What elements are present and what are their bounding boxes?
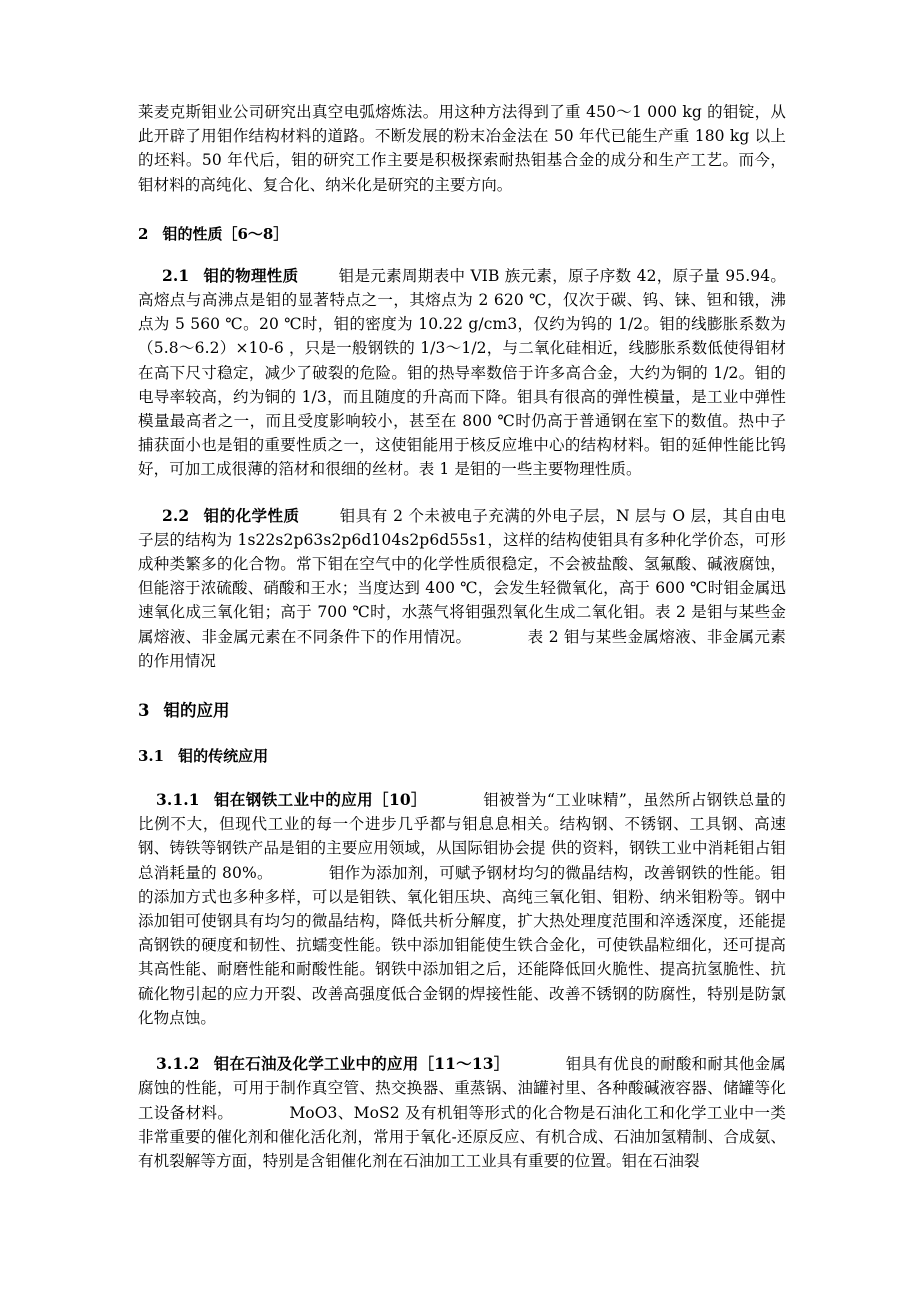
section-title: 钼的应用 — [163, 701, 230, 721]
section-number: 3 — [138, 701, 150, 721]
subsection-number: 2.2 — [162, 505, 190, 525]
section-3-1-heading — [138, 745, 786, 766]
subsection-body-a: 钼具有优良的耐酸和耐其他金属腐蚀的性能，可用于制作真空管、热交换器、重蒸锅、油罐衬里、各种酸碱液容器、储罐等化工设备材料。 — [138, 1055, 786, 1122]
section-title: 钼的性质［6～8］ — [162, 224, 289, 243]
subsection-number: 3.1.1 — [156, 790, 200, 810]
intro-paragraph: 莱麦克斯钼业公司研究出真空电弧熔炼法。用这种方法得到了重 450～1 000 kg 的钼锭，从此开辟了用钼作结构材料的道路。不断发展的粉末冶金法在 50 年代已能生产重 180 kg 以上的坯料。50 年代后，钼的研究工作主要是积极探索耐热钼基合金的成分和生产工艺。而今，钼材料的高纯化、复合化、纳米化是研究的主要方向。 — [138, 103, 786, 194]
subsection-body-b: 钼作为添加剂，可赋予钢材均匀的微晶结构，改善钢铁的性能。钼的添加方式也多种多样，可以是钼铁、氧化钼压块、高纯三氧化钼、钼粉、纳米钼粉等。钢中添加钼可使钢具有均匀的微晶结构，降低共析分解度，扩大热处理度范围和淬透深度，还能提高钢铁的硬度和韧性、抗蠕变性能。铁中添加钼能使生铁合金化，可使铁晶粒细化，还可提高其高性能、耐磨性能和耐酸性能。钢铁中添加钼之后，还能降低回火脆性、提高抗氢脆性、抗硫化物引起的应力开裂、改善高强度低合金钢的焊接性能、改善不锈钢的防腐性，特别是防氯化物点蚀。 — [138, 863, 786, 1027]
document-page — [138, 100, 786, 1173]
subsection-number: 3.1.2 — [156, 1054, 200, 1074]
table-caption: 表 2 钼与某些金属熔液、非金属元素的作用情况 — [138, 627, 786, 670]
section-2-2-paragraph — [138, 504, 786, 673]
section-title: 钼的传统应用 — [178, 747, 269, 766]
subsection-body: 钼具有 2 个未被电子充满的外电子层，N 层与 O 层，其自由电子层的结构为 1s22s2p63s2p6d104s2p6d55s1，这样的结构使钼具有多种化学价态，可形成种类繁多的化合物。常下钼在空气中的化学性质很稳定，不会被盐酸、氢氟酸、碱液腐蚀，但能溶于浓硫酸、硝酸和王水；当度达到 400 ℃，会发生轻微氧化，高于 600 ℃时钼金属迅速氧化成三氧化钼；高于 700 ℃时，水蒸气将钼强烈氧化生成二氧化钼。表 2 是钼与某些金属熔液、非金属元素在不同条件下的作用情况。 — [138, 506, 786, 646]
section-number: 2 — [138, 224, 149, 243]
subsection-title: 钼在石油及化学工业中的应用［11～13］ — [213, 1054, 510, 1074]
section-2-1-paragraph — [138, 264, 786, 482]
subsection-body: 钼是元素周期表中 VIB 族元素，原子序数 42，原子量 95.94。高熔点与高沸点是钼的显著特点之一，其熔点为 2 620 ℃，仅次于碳、钨、铼、钽和锇，沸点为 5 560 ℃。20 ℃时，钼的密度为 10.22 g/cm3，仅约为钨的 1/2。钼的线膨胀系数为（5.8～6.2）×10-6 ，只是一般钢铁的 1/3～1/2，与二氧化硅相近，线膨胀系数低使得钼材在高下尺寸稳定，减少了破裂的危险。钼的热导率数倍于许多高合金，大约为铜的 1/2。钼的电导率较高，约为铜的 1/3，而且随度的升高而下降。钼具有很高的弹性模量，是工业中弹性模量最高者之一，而且受度影响较小，甚至在 800 ℃时仍高于普通钢在室下的数值。热中子捕获面小也是钼的重要性质之一，这使钼能用于核反应堆中心的结构材料。钼的延伸性能比钨好，可加工成很薄的箔材和很细的丝材。表 1 是钼的一些主要物理性质。 — [138, 266, 786, 479]
subsection-title: 钼的物理性质 — [203, 265, 299, 285]
section-3-heading — [138, 697, 786, 721]
section-3-1-2-paragraph — [138, 1052, 786, 1173]
section-2-heading — [138, 223, 786, 244]
subsection-body-a: 钼被誉为“工业味精”，虽然所占钢铁总量的比例不大，但现代工业的每一个进步几乎都与钼息息相关。结构钢、不锈钢、工具钢、高速钢、铸铁等钢铁产品是钼的主要应用领域，从国际钼协会提 供的资料，钢铁工业中消耗钼占钼总消耗量的 80%。 — [138, 791, 786, 882]
section-3-1-1-paragraph — [138, 788, 786, 1030]
subsection-title: 钼在钢铁工业中的应用［10］ — [213, 790, 427, 810]
subsection-title: 钼的化学性质 — [203, 505, 300, 525]
subsection-body-b: MoO3、MoS2 及有机钼等形式的化合物是石油化工和化学工业中一类非常重要的催化剂和催化活化剂，常用于氧化-还原反应、有机合成、石油加氢精制、合成氨、有机裂解等方面，特别是含钼催化剂在石油加工工业具有重要的位置。钼在石油裂 — [138, 1103, 786, 1170]
subsection-number: 2.1 — [162, 265, 190, 285]
section-number: 3.1 — [138, 747, 165, 766]
